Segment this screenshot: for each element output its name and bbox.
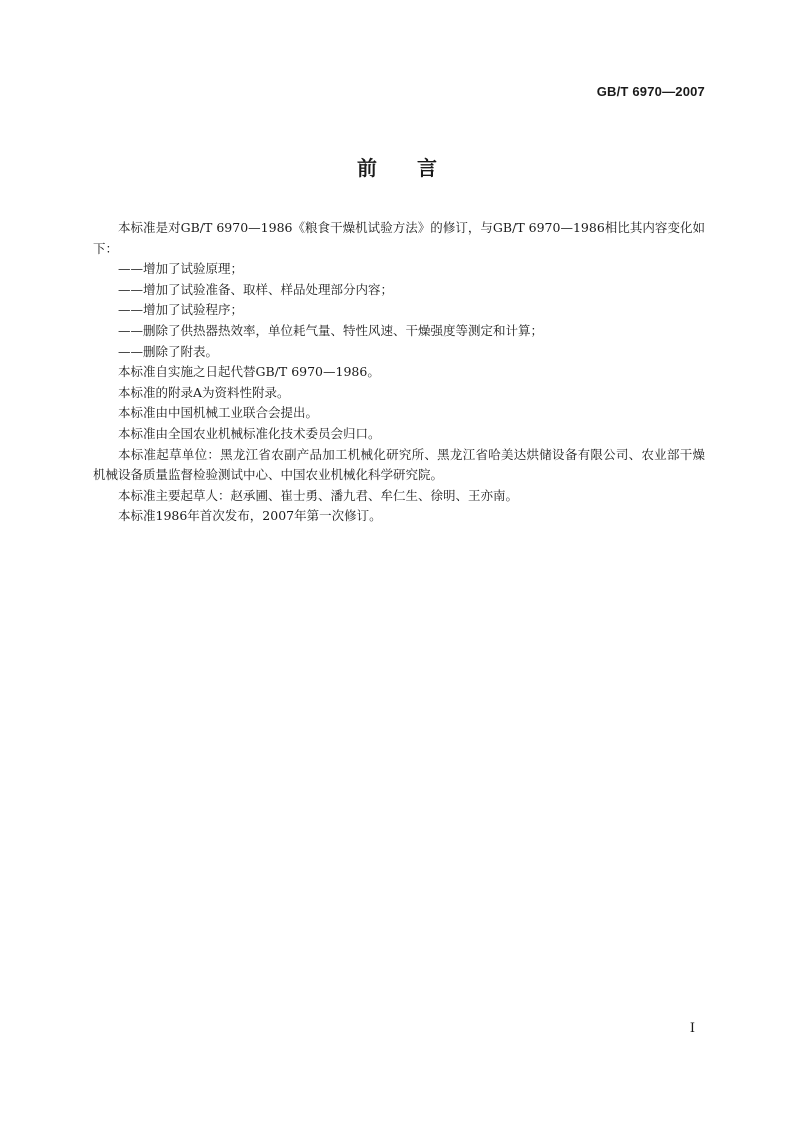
change-item: ——删除了附表。 <box>118 343 219 359</box>
annex-paragraph: 本标准的附录A为资料性附录。 <box>118 384 290 400</box>
change-item: ——增加了试验程序； <box>118 302 244 318</box>
history-paragraph: 本标准1986年首次发布，2007年第一次修订。 <box>118 508 382 524</box>
drafters-paragraph: 本标准主要起草人：赵承圃、崔士勇、潘九君、牟仁生、徐明、王亦南。 <box>118 487 519 503</box>
page-title-char-1: 前 <box>357 156 377 180</box>
change-item: ——删除了供热器热效率，单位耗气量、特性风速、干燥强度等测定和计算； <box>118 322 544 338</box>
page-title-char-2: 言 <box>417 156 437 180</box>
change-item: ——增加了试验原理； <box>118 261 244 277</box>
proposed-paragraph: 本标准由中国机械工业联合会提出。 <box>118 405 319 421</box>
replaces-paragraph: 本标准自实施之日起代替GB/T 6970—1986。 <box>118 364 380 380</box>
change-item: ——增加了试验准备、取样、样品处理部分内容； <box>118 281 394 297</box>
drafting-units-paragraph: 本标准起草单位：黑龙江省农副产品加工机械化研究所、黑龙江省哈美达烘储设备有限公司、农业部干燥机械设备质量监督检验测试中心、中国农业机械化科学研究院。 <box>93 446 705 483</box>
foreword-body <box>93 218 705 527</box>
page-number: I <box>689 1021 695 1036</box>
page-title <box>0 152 794 181</box>
intro-paragraph: 本标准是对GB/T 6970—1986《粮食干燥机试验方法》的修订，与GB/T 6970—1986相比其内容变化如下： <box>93 220 705 256</box>
centralized-paragraph: 本标准由全国农业机械标准化技术委员会归口。 <box>118 425 381 441</box>
standard-code: GB/T 6970—2007 <box>596 84 705 99</box>
